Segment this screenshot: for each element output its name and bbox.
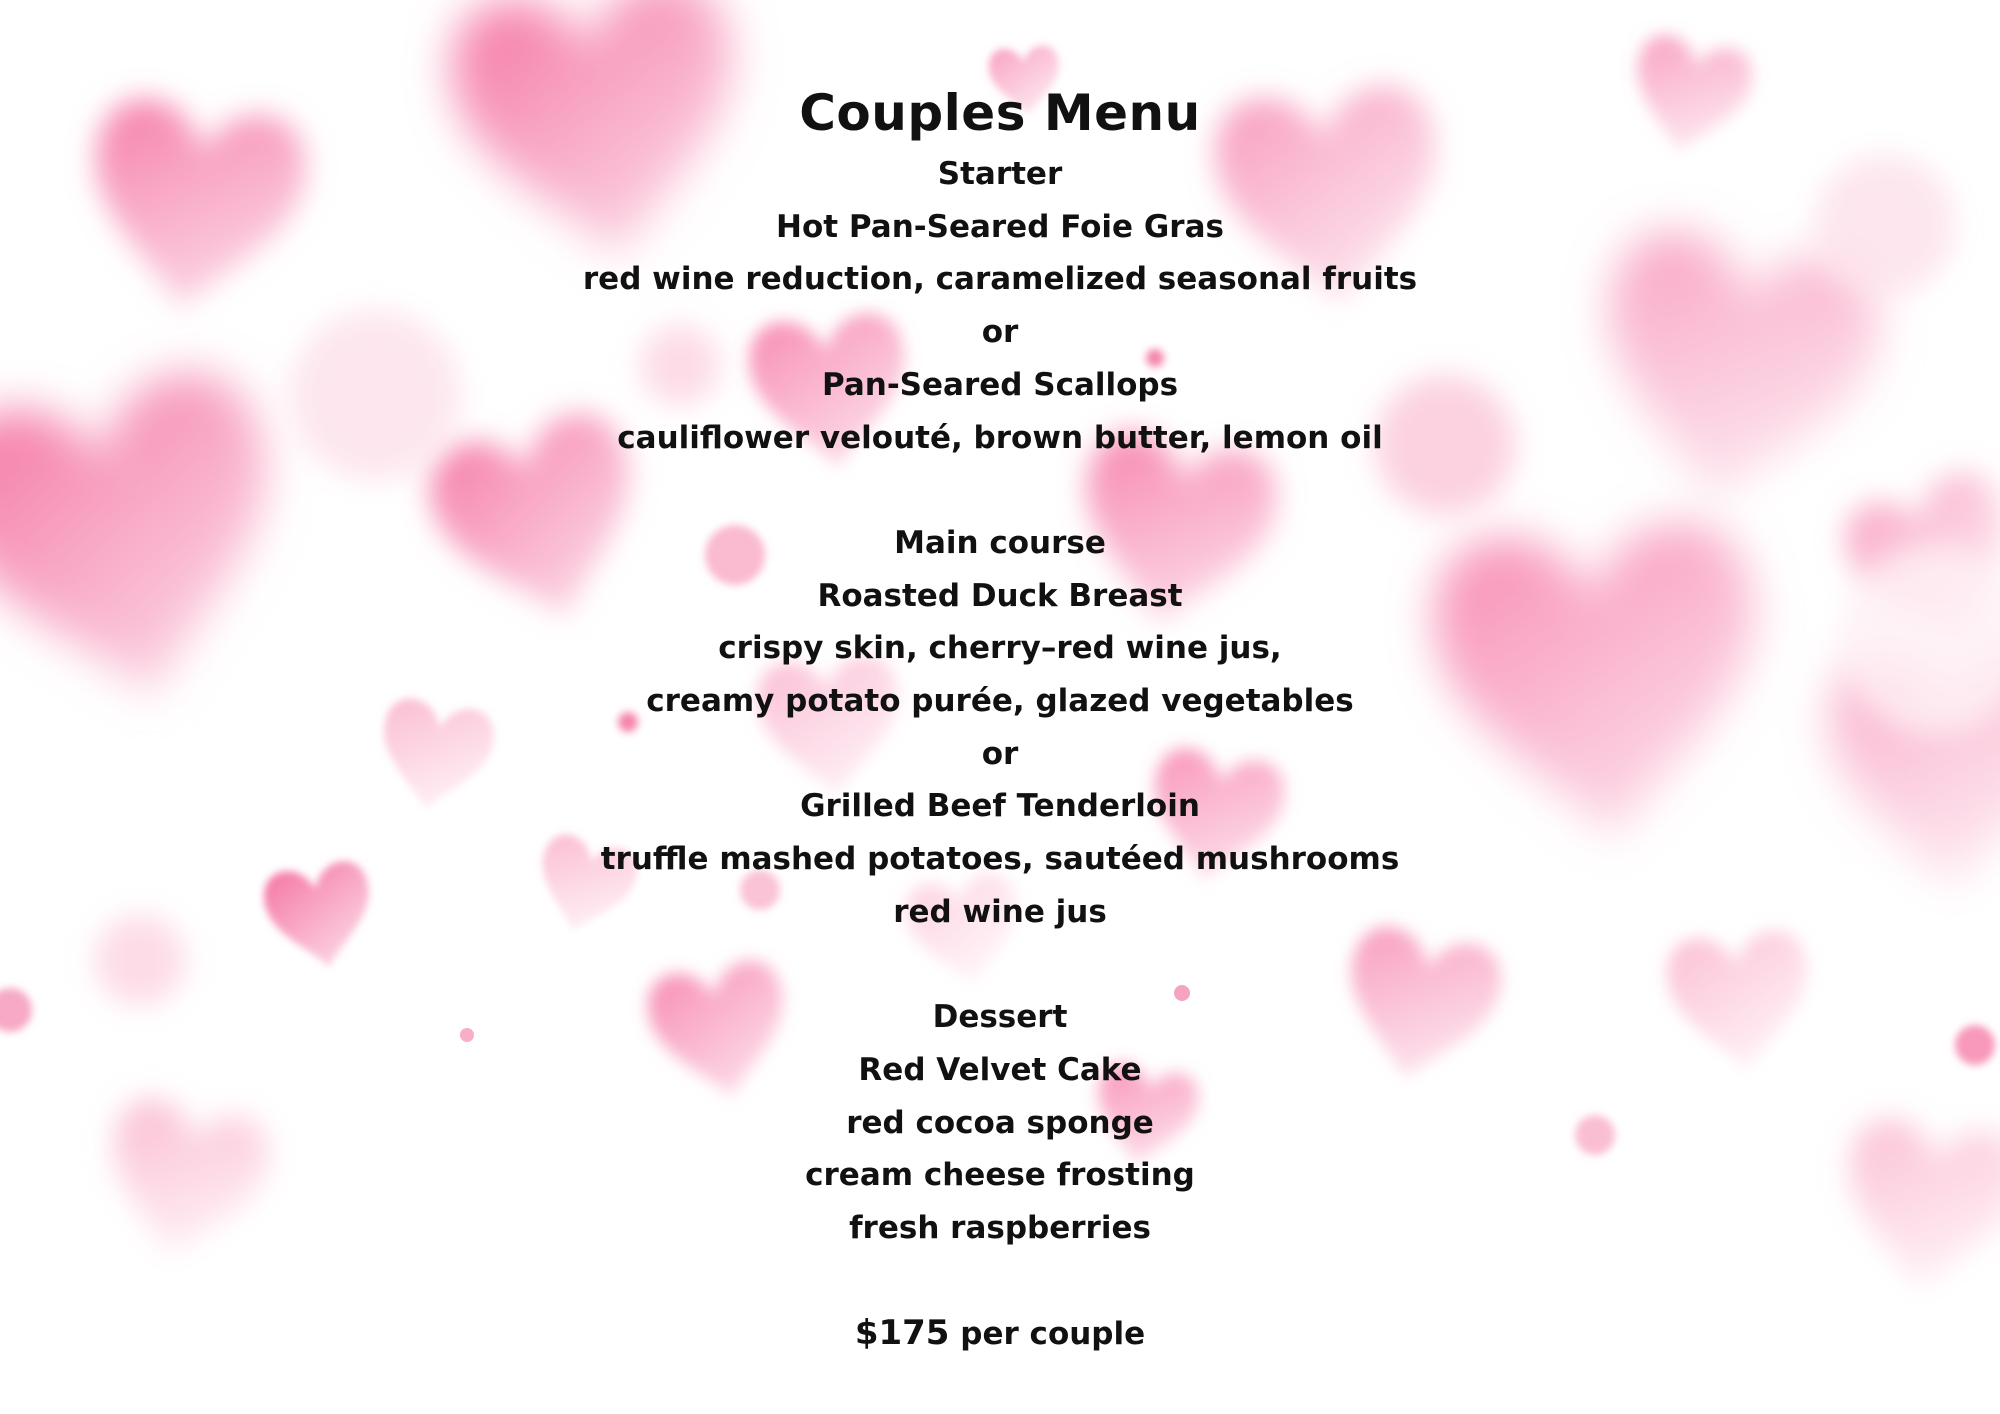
starter-option1-name: Hot Pan-Seared Foie Gras (776, 208, 1224, 245)
starter-or: or (981, 314, 1019, 351)
dessert-heading: Dessert (932, 999, 1068, 1036)
starter-option1-desc: red wine reduction, caramelized seasonal fruits (582, 261, 1418, 298)
main-heading: Main course (894, 524, 1106, 561)
main-option2-desc1: truffle mashed potatoes, sautéed mushrooms (600, 841, 1400, 878)
main-or: or (981, 735, 1019, 772)
main-option1-desc2: creamy potato purée, glazed vegetables (646, 683, 1354, 720)
main-option1-name: Roasted Duck Breast (817, 577, 1183, 614)
price-line (0, 1307, 2000, 1361)
price-amount: $175 (854, 1313, 950, 1354)
section-spacer (0, 464, 2000, 517)
main-course-section (0, 517, 2000, 939)
main-option1-desc1: crispy skin, cherry–red wine jus, (718, 630, 1282, 667)
dessert-desc3: fresh raspberries (849, 1210, 1151, 1247)
dessert-name: Red Velvet Cake (858, 1051, 1142, 1088)
menu-title: Couples Menu (799, 84, 1201, 142)
section-spacer (0, 939, 2000, 992)
starter-heading: Starter (937, 156, 1063, 192)
main-option2-desc2: red wine jus (893, 893, 1107, 930)
menu-content (0, 78, 2000, 1361)
section-spacer (0, 1255, 2000, 1308)
dessert-section (0, 991, 2000, 1255)
starter-option2-desc: cauliflower velouté, brown butter, lemon oil (617, 419, 1383, 456)
price-unit: per couple (960, 1316, 1146, 1353)
dessert-desc2: cream cheese frosting (805, 1157, 1195, 1194)
dessert-desc1: red cocoa sponge (846, 1104, 1154, 1141)
starter-section (0, 148, 2000, 464)
starter-option2-name: Pan-Seared Scallops (821, 366, 1179, 403)
main-option2-name: Grilled Beef Tenderloin (800, 788, 1200, 825)
